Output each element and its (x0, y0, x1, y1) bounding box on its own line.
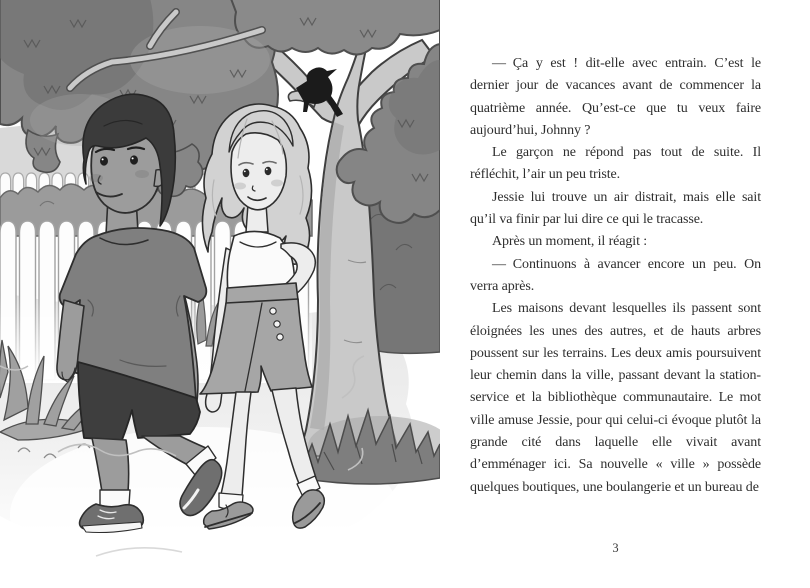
story-paragraph: — Continuons à avancer encore un peu. On verra après. (470, 256, 761, 294)
story-paragraph: Jessie lui trouve un air distrait, mais elle sait qu’il va finir par lui dire ce qui le tracasse. (470, 189, 761, 228)
page-number: 3 (612, 541, 619, 555)
story-text-column (470, 53, 761, 499)
story-paragraph: Le garçon ne répond pas tout de suite. Il réfléchit, l’air un peu triste. (470, 145, 761, 183)
story-paragraph: — Ça y est ! dit-elle avec entrain. C’est le dernier jour de vacances avant de commencer la quatrième année. Qu’est-ce que tu veux faire aujourd’hui, Johnny ? (470, 56, 761, 138)
story-paragraph: Après un moment, il réagit : (492, 234, 648, 250)
story-paragraph: Les maisons devant lesquelles ils passent sont éloignées les unes des autres, et de hauts arbres poussent sur les terrains. Les deux amis poursuivent leur chemin dans la ville, passant devant la station-service et la bibliothèque communautaire. Le mot ville amuse Jessie, pour qui celui-ci évoque plutôt la grande cité dans laquelle elle vivait avant d’emménager ici. Sa nouvelle « ville » possède quelques boutiques, une boulangerie et un bureau de (470, 301, 761, 495)
